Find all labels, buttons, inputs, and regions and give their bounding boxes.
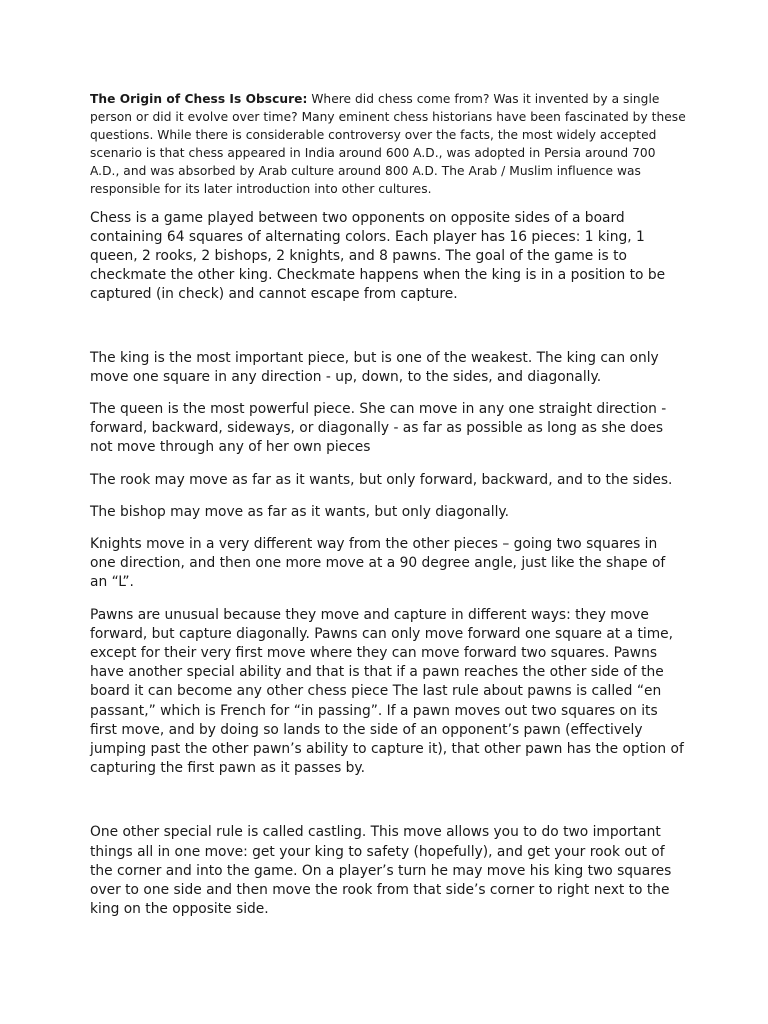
- paragraph-overview: Chess is a game played between two opponents on opposite sides of a board containing 64 squares of alternating colors. Each player has 16 pieces: 1 king, 1 queen, 2 rooks, 2 bishops, 2 knights, and 8 pawns. The goal of the game is to checkmate the other king. Checkmate happens when the king is in a position to be captured (in check) and cannot escape from capture.: [90, 209, 666, 303]
- paragraph-king: The king is the most important piece, but is one of the weakest. The king can only move one square in any direction - up, down, to the sides, and diagonally.: [90, 349, 659, 385]
- paragraph-queen: The queen is the most powerful piece. She can move in any one straight direction - forward, backward, sideways, or diagonally - as far as possible as long as she does not move through any of her own pieces: [90, 400, 667, 456]
- intro-paragraph: [90, 90, 686, 199]
- intro-text: Where did chess come from? Was it invented by a single person or did it evolve over time? Many eminent chess historians have been fascinated by these questions. While there is considerable controversy over the facts, the most widely accepted scenario is that chess appeared in India around 600 A.D., was adopted in Persia around 700 A.D., and was absorbed by Arab culture around 800 A.D. The Arab / Muslim influence was responsible for its later introduction into other cultures.: [90, 92, 686, 197]
- paragraph-knight: Knights move in a very different way from the other pieces – going two squares in one direction, and then one more move at a 90 degree angle, just like the shape of an “L”.: [90, 536, 666, 591]
- paragraph-bishop: The bishop may move as far as it wants, but only diagonally.: [90, 503, 509, 520]
- intro-lead: The Origin of Chess Is Obscure:: [90, 92, 308, 106]
- document-page: [90, 90, 686, 932]
- paragraph-castling: One other special rule is called castling. This move allows you to do two important things all in one move: get your king to safety (hopefully), and get your rook out of the corner and into the game. On a player’s turn he may move his king two squares over to one side and then move the rook from that side’s corner to right next to the king on the opposite side.: [90, 824, 672, 918]
- paragraph-pawn: Pawns are unusual because they move and capture in different ways: they move forward, but capture diagonally. Pawns can only move forward one square at a time, except for their very first move where they can move forward two squares. Pawns have another special ability and that is that if a pawn reaches the other side of the board it can become any other chess piece The last rule about pawns is called “en passant,” which is French for “in passing”. If a pawn moves out two squares on its first move, and by doing so lands to the side of an opponent’s pawn (effectively jumping past the other pawn’s ability to capture it), that other pawn has the option of capturing the first pawn as it passes by.: [90, 606, 684, 777]
- paragraph-rook: The rook may move as far as it wants, but only forward, backward, and to the sides.: [90, 471, 673, 488]
